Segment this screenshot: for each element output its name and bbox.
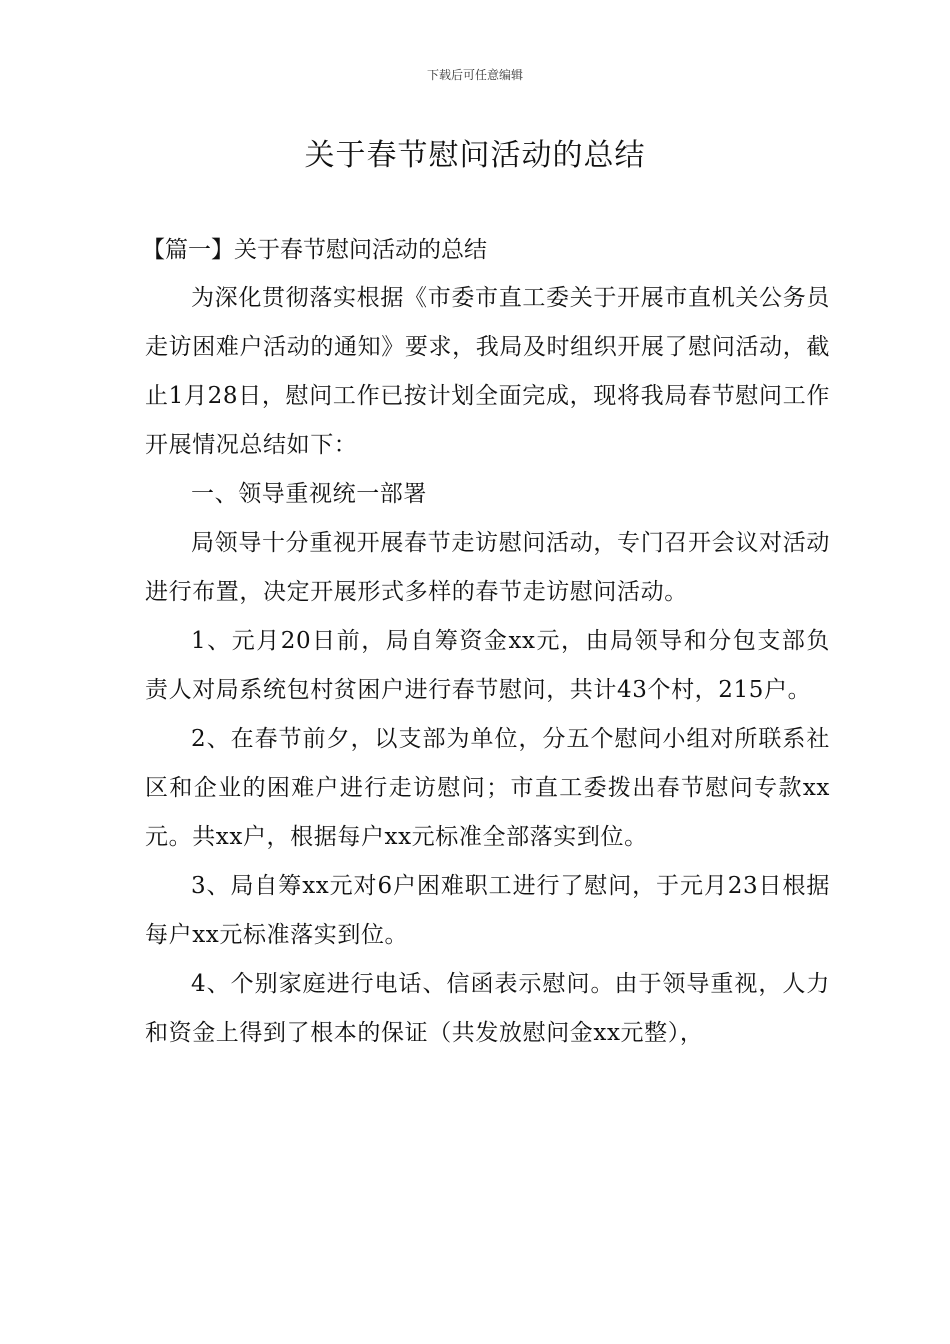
paragraph-item-4: 4、个别家庭进行电话、信函表示慰问。由于领导重视，人力和资金上得到了根本的保证（共发放慰问金xx元整），	[145, 971, 830, 1046]
section-heading: 【篇一】关于春节慰问活动的总结	[142, 237, 487, 263]
paragraph-item-1: 1、元月20日前，局自筹资金xx元，由局领导和分包支部负责人对局系统包村贫困户进行春节慰问，共计43个村，215户。	[145, 628, 830, 703]
paragraph-item-3: 3、局自筹xx元对6户困难职工进行了慰问，于元月23日根据每户xx元标准落实到位。	[145, 873, 830, 948]
document-title: 关于春节慰问活动的总结	[304, 138, 646, 173]
header-note: 下载后可任意编辑	[426, 68, 523, 82]
paragraph-leadership: 局领导十分重视开展春节走访慰问活动，专门召开会议对活动进行布置，决定开展形式多样的春节走访慰问活动。	[145, 530, 830, 605]
intro-paragraph: 为深化贯彻落实根据《市委市直工委关于开展市直机关公务员走访困难户活动的通知》要求，我局及时组织开展了慰问活动，截止1月28日，慰问工作已按计划全面完成，现将我局春节慰问工作开展情况总结如下：	[145, 285, 830, 458]
paragraph-item-2: 2、在春节前夕，以支部为单位，分五个慰问小组对所联系社区和企业的困难户进行走访慰问；市直工委拨出春节慰问专款xx元。共xx户，根据每户xx元标准全部落实到位。	[145, 726, 830, 850]
document-body	[142, 226, 830, 1058]
subheading-leadership: 一、领导重视统一部署	[191, 481, 427, 507]
